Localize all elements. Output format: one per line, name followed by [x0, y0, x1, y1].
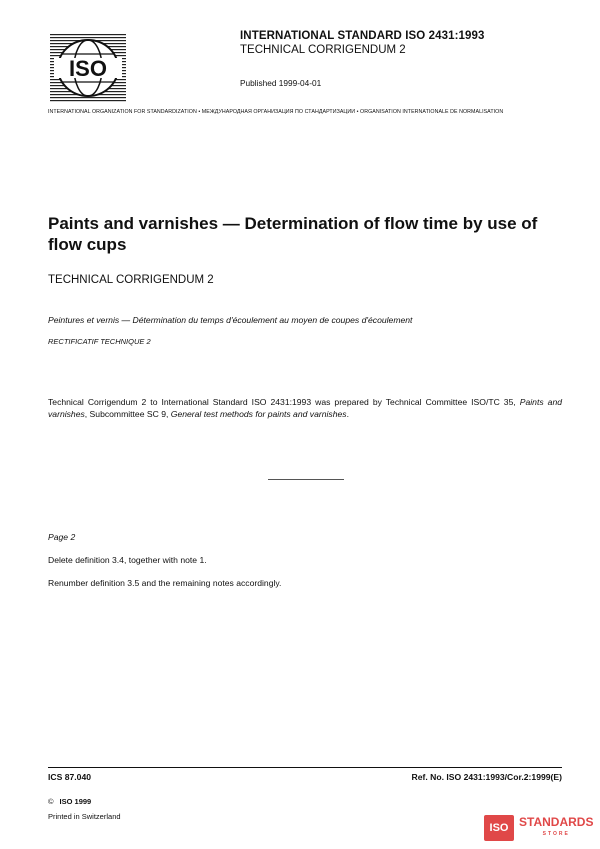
watermark-text — [519, 816, 593, 840]
copyright-holder: ISO 1999 — [59, 797, 92, 806]
watermark-label: STANDARDS — [519, 815, 594, 829]
copyright — [48, 797, 91, 806]
french-corrigendum-label: RECTIFICATIF TECHNIQUE 2 — [48, 337, 151, 346]
intro-text: . — [346, 409, 349, 419]
subcommittee-name: General test methods for paints and varnishes — [170, 409, 347, 419]
watermark-sublabel: STORE — [542, 831, 570, 837]
svg-text:ISO: ISO — [69, 56, 107, 81]
printed-location: Printed in Switzerland — [48, 812, 121, 821]
footer-rule — [48, 767, 562, 768]
correction-instruction: Delete definition 3.4, together with note 1. — [48, 555, 207, 565]
iso-logo — [50, 34, 126, 102]
correction-instruction: Renumber definition 3.5 and the remaining notes accordingly. — [48, 578, 282, 588]
watermark-badge: ISO — [484, 815, 514, 841]
ics-code: ICS 87.040 — [48, 772, 91, 782]
intro-text: Technical Corrigendum 2 to International Standard ISO 2431:1993 was prepared by Technical Committee ISO/TC 35, — [48, 397, 520, 407]
french-title: Peintures et vernis — Détermination du temps d'écoulement au moyen de coupes d'écoulement — [48, 315, 413, 325]
organization-names: INTERNATIONAL ORGANIZATION FOR STANDARDIZATION • МЕЖДУНАРОДНАЯ ОРГАНИЗАЦИЯ ПО СТАНДАРТИЗАЦИИ • ORGANISATION INTERNATIONALE DE NORMALISATION — [48, 109, 504, 115]
iso-globe-icon — [50, 34, 126, 102]
reference-number: Ref. No. ISO 2431:1993/Cor.2:1999(E) — [411, 772, 562, 782]
corrigendum-label: TECHNICAL CORRIGENDUM 2 — [48, 274, 214, 286]
page-reference: Page 2 — [48, 532, 76, 542]
intro-text: , Subcommittee SC 9, — [84, 409, 171, 419]
publication-date: Published 1999-04-01 — [240, 78, 322, 88]
section-divider — [268, 479, 344, 480]
committee-name: Paints and varnishes — [48, 397, 562, 419]
copyright-icon: © — [48, 797, 54, 806]
document-title: Paints and varnishes — Determination of flow time by use of flow cups — [48, 214, 538, 254]
store-watermark — [484, 811, 593, 845]
corrigendum-heading: TECHNICAL CORRIGENDUM 2 — [240, 44, 406, 56]
intro-paragraph — [48, 396, 562, 420]
standard-title: INTERNATIONAL STANDARD ISO 2431:1993 — [240, 30, 485, 42]
